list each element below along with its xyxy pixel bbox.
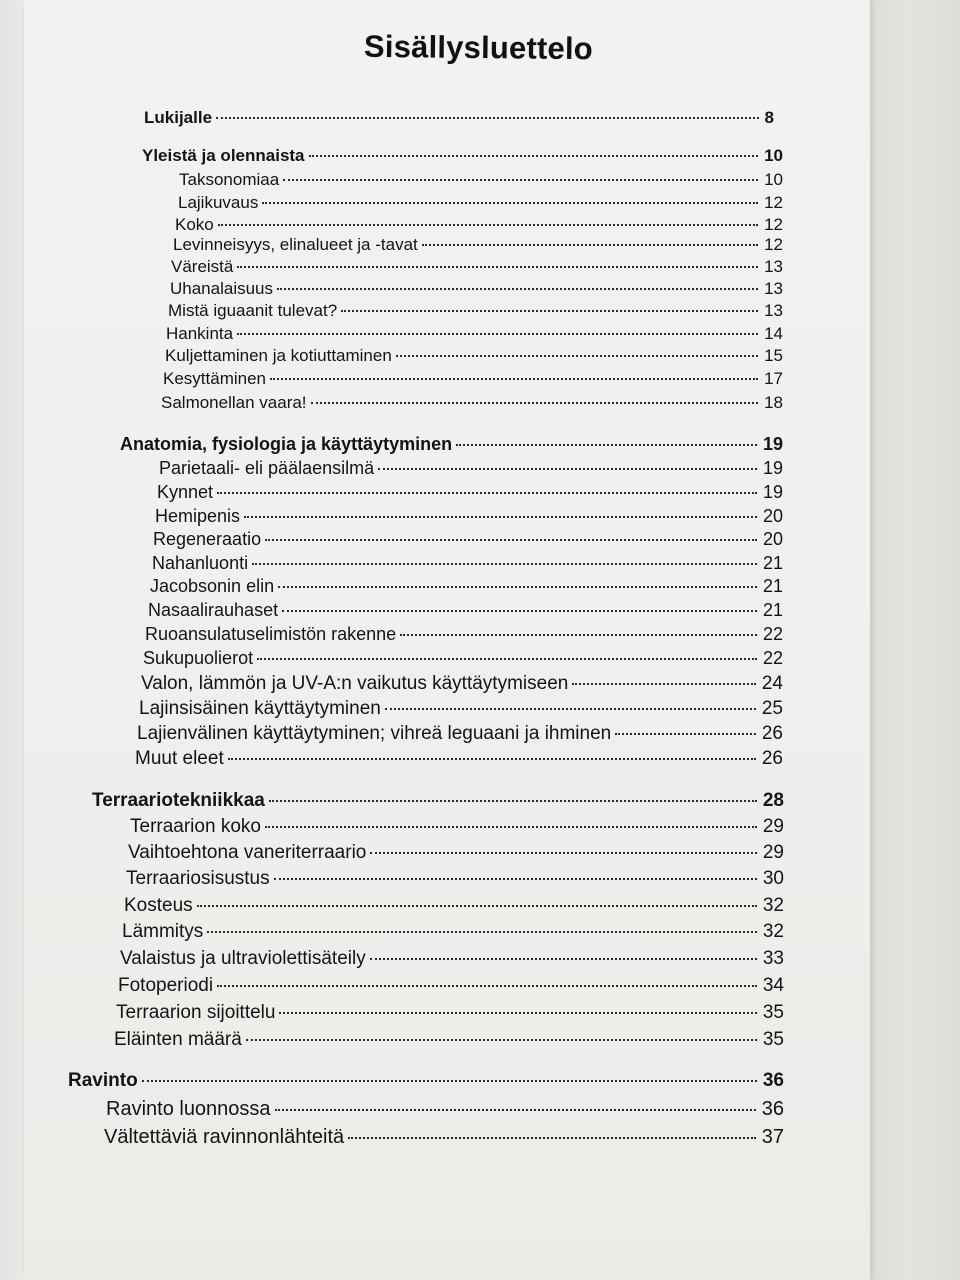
dot-leader xyxy=(277,288,758,290)
dot-leader xyxy=(282,610,757,612)
toc-page-number: 17 xyxy=(764,369,783,388)
toc-page-number: 14 xyxy=(764,324,783,343)
dot-leader xyxy=(283,179,758,181)
toc-page-number: 35 xyxy=(762,1002,784,1023)
dot-leader xyxy=(244,516,757,518)
dot-leader xyxy=(237,266,758,268)
toc-entry-label: Nahanluonti xyxy=(152,553,249,573)
dot-leader xyxy=(400,634,757,636)
toc-section-entry xyxy=(106,1098,784,1121)
toc-section-entry xyxy=(128,842,784,864)
toc-entry-label: Lukijalle xyxy=(144,108,213,127)
dot-leader xyxy=(309,155,759,157)
toc-page-number: 21 xyxy=(762,553,783,573)
dot-leader xyxy=(615,733,756,735)
dot-leader xyxy=(396,355,758,357)
dot-leader xyxy=(218,224,758,226)
toc-chapter-entry xyxy=(120,434,783,455)
dot-leader xyxy=(422,244,758,246)
toc-entry-label: Valaistus ja ultraviolettisäteily xyxy=(120,948,366,969)
toc-section-entry xyxy=(165,346,783,366)
dot-leader xyxy=(269,800,757,802)
dot-leader xyxy=(228,758,756,760)
toc-entry-label: Yleistä ja olennaista xyxy=(142,146,305,165)
toc-page-number: 10 xyxy=(764,170,783,189)
toc-entry-label: Parietaali- eli päälaensilmä xyxy=(159,458,375,478)
toc-entry-label: Koko xyxy=(175,215,214,234)
page-title: Sisällysluettelo xyxy=(363,28,594,67)
toc-entry-label: Ravinto luonnossa xyxy=(106,1098,271,1120)
toc-section-entry xyxy=(150,576,783,597)
toc-page-number: 22 xyxy=(762,624,783,644)
toc-page-number: 20 xyxy=(762,529,783,549)
toc-section-entry xyxy=(148,600,783,621)
toc-page-number: 36 xyxy=(762,1070,784,1091)
toc-page-number: 26 xyxy=(761,748,783,769)
toc-section-entry xyxy=(175,215,783,235)
toc-page-number: 12 xyxy=(764,215,783,234)
toc-entry-label: Lajikuvaus xyxy=(178,193,259,212)
toc-page-number: 22 xyxy=(762,648,783,668)
toc-entry-label: Terraarion sijoittelu xyxy=(116,1002,276,1023)
toc-page-number: 19 xyxy=(762,458,783,478)
toc-entry-label: Sukupuolierot xyxy=(143,648,254,668)
toc-entry-label: Ravinto xyxy=(68,1070,138,1091)
toc-page-number: 12 xyxy=(764,235,783,254)
toc-section-entry xyxy=(152,553,783,574)
toc-page-number: 28 xyxy=(762,790,784,811)
toc-entry-label: Lajinsisäinen käyttäytyminen xyxy=(139,698,381,719)
toc-page-number: 36 xyxy=(761,1098,784,1120)
dot-leader xyxy=(237,333,758,335)
toc-page-number: 13 xyxy=(764,279,783,298)
dot-leader xyxy=(217,985,757,987)
book-page xyxy=(24,0,870,1280)
toc-entry-label: Levinneisyys, elinalueet ja -tavat xyxy=(173,235,418,254)
toc-entry-label: Vaihtoehtona vaneriterraario xyxy=(128,842,367,863)
toc-section-entry xyxy=(168,301,783,321)
toc-entry-label: Eläinten määrä xyxy=(114,1029,242,1050)
toc-entry-label: Anatomia, fysiologia ja käyttäytyminen xyxy=(120,434,453,454)
dot-leader xyxy=(217,492,757,494)
toc-entry-label: Lajienvälinen käyttäytyminen; vihreä leguaani ja ihminen xyxy=(137,723,612,744)
toc-page-number: 20 xyxy=(762,506,783,526)
dot-leader xyxy=(456,444,757,446)
toc-entry-label: Väreistä xyxy=(171,257,234,276)
toc-page-number: 13 xyxy=(764,301,783,320)
dot-leader xyxy=(341,310,758,312)
toc-entry-label: Jacobsonin elin xyxy=(150,576,275,596)
toc-entry-label: Valon, lämmön ja UV-A:n vaikutus käyttäytymiseen xyxy=(141,673,569,694)
dot-leader xyxy=(216,117,759,119)
toc-page-number: 24 xyxy=(761,673,783,694)
toc-page-number: 37 xyxy=(761,1126,784,1148)
toc-page-number: 34 xyxy=(762,975,784,996)
toc-page-number: 21 xyxy=(762,576,783,596)
toc-entry-label: Kosteus xyxy=(124,895,193,916)
toc-page-number: 8 xyxy=(764,108,774,127)
dot-leader xyxy=(311,402,759,404)
toc-page-number: 19 xyxy=(762,434,783,454)
toc-entry-label: Terraariotekniikkaa xyxy=(92,790,265,811)
dot-leader xyxy=(257,658,757,660)
dot-leader xyxy=(207,931,757,933)
toc-section-entry xyxy=(137,723,783,745)
toc-section-entry xyxy=(161,393,783,413)
toc-entry-label: Kuljettaminen ja kotiuttaminen xyxy=(165,346,392,365)
dot-leader xyxy=(265,826,757,828)
toc-entry-label: Mistä iguaanit tulevat? xyxy=(168,301,338,320)
toc-entry-label: Fotoperiodi xyxy=(118,975,214,996)
dot-leader xyxy=(385,708,756,710)
toc-entry-label: Regeneraatio xyxy=(153,529,262,549)
dot-leader xyxy=(142,1080,757,1082)
dot-leader xyxy=(370,958,757,960)
toc-entry-label: Taksonomiaa xyxy=(179,170,280,189)
toc-entry-label: Uhanalaisuus xyxy=(170,279,274,298)
toc-section-entry xyxy=(155,506,783,527)
toc-section-entry xyxy=(179,170,783,190)
toc-entry-label: Nasaalirauhaset xyxy=(148,600,279,620)
dot-leader xyxy=(265,539,757,541)
toc-chapter-entry xyxy=(92,790,784,812)
dot-leader xyxy=(270,378,758,380)
dot-leader xyxy=(370,852,757,854)
dot-leader xyxy=(278,586,757,588)
toc-section-entry xyxy=(124,895,784,917)
toc-page-number: 29 xyxy=(762,842,784,863)
dot-leader xyxy=(252,563,757,565)
toc-section-entry xyxy=(153,529,783,550)
toc-entry-label: Ruoansulatuselimistön rakenne xyxy=(145,624,397,644)
toc-page-number: 25 xyxy=(761,698,783,719)
toc-section-entry xyxy=(120,948,784,970)
toc-entry-label: Hankinta xyxy=(166,324,234,343)
toc-page-number: 30 xyxy=(762,868,784,889)
toc-section-entry xyxy=(139,698,783,720)
toc-section-entry xyxy=(114,1029,784,1051)
toc-section-entry xyxy=(171,257,783,277)
toc-page-number: 10 xyxy=(764,146,783,165)
toc-section-entry xyxy=(170,279,783,299)
toc-entry-label: Muut eleet xyxy=(135,748,224,769)
toc-entry-label: Kesyttäminen xyxy=(163,369,266,388)
toc-page-number: 18 xyxy=(764,393,783,412)
toc-section-entry xyxy=(122,921,784,943)
toc-section-entry xyxy=(141,673,783,695)
toc-entry-label: Salmonellan vaara! xyxy=(161,393,307,412)
toc-page-number: 32 xyxy=(762,921,784,942)
toc-entry-label: Hemipenis xyxy=(155,506,241,526)
toc-section-entry xyxy=(116,1002,784,1024)
toc-page-number: 29 xyxy=(762,816,784,837)
toc-chapter-entry xyxy=(144,108,774,128)
toc-entry-label: Vältettäviä ravinnonlähteitä xyxy=(104,1126,345,1148)
toc-chapter-entry xyxy=(68,1070,784,1092)
toc-section-entry xyxy=(163,369,783,389)
toc-page-number: 13 xyxy=(764,257,783,276)
toc-entry-label: Kynnet xyxy=(157,482,214,502)
toc-chapter-entry xyxy=(142,146,783,166)
toc-page-number: 12 xyxy=(764,193,783,212)
toc-entry-label: Lämmitys xyxy=(122,921,204,942)
toc-page-number: 15 xyxy=(764,346,783,365)
toc-section-entry xyxy=(166,324,783,344)
toc-section-entry xyxy=(118,975,784,997)
toc-page-number: 19 xyxy=(762,482,783,502)
toc-section-entry xyxy=(145,624,783,645)
dot-leader xyxy=(279,1012,756,1014)
toc-page-number: 26 xyxy=(761,723,783,744)
dot-leader xyxy=(348,1137,756,1139)
dot-leader xyxy=(262,202,758,204)
toc-page-number: 33 xyxy=(762,948,784,969)
dot-leader xyxy=(274,878,757,880)
dot-leader xyxy=(197,905,757,907)
toc-section-entry xyxy=(173,235,783,255)
toc-section-entry xyxy=(104,1126,784,1149)
table-of-contents xyxy=(24,104,870,1280)
toc-section-entry xyxy=(159,458,783,479)
toc-section-entry xyxy=(126,868,784,890)
toc-page-number: 32 xyxy=(762,895,784,916)
toc-section-entry xyxy=(130,816,784,838)
toc-section-entry xyxy=(143,648,783,669)
dot-leader xyxy=(246,1039,757,1041)
dot-leader xyxy=(572,683,756,685)
toc-entry-label: Terraariosisustus xyxy=(126,868,270,889)
toc-section-entry xyxy=(178,193,783,213)
toc-section-entry xyxy=(135,748,783,770)
toc-page-number: 35 xyxy=(762,1029,784,1050)
dot-leader xyxy=(275,1109,756,1111)
toc-page-number: 21 xyxy=(762,600,783,620)
toc-section-entry xyxy=(157,482,783,503)
toc-entry-label: Terraarion koko xyxy=(130,816,261,837)
dot-leader xyxy=(378,468,757,470)
